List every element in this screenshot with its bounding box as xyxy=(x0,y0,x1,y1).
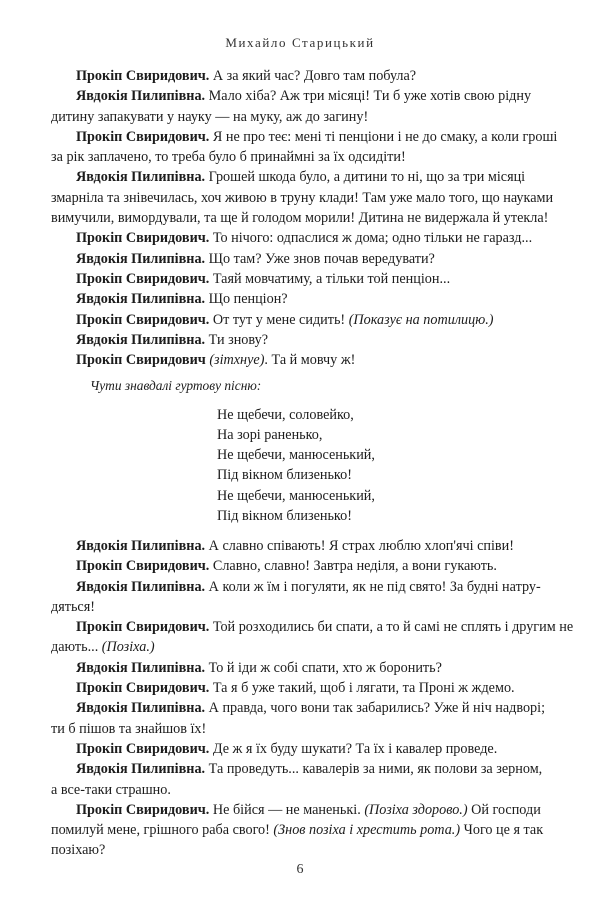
line-text: Я не про теє: мені ті пенціони і не до смаку, а коли гроші xyxy=(209,128,558,145)
text-line xyxy=(76,678,576,698)
song-line: Під вікном близенько! xyxy=(217,507,352,524)
text-line xyxy=(51,147,576,167)
text-line xyxy=(76,127,576,147)
text-line xyxy=(51,637,576,657)
text-line xyxy=(76,86,576,106)
line-text: вимучили, вимордували, та ще й голодом морили! Дитина не видержала й утекла! xyxy=(51,210,549,227)
song-line: На зорі раненько, xyxy=(217,426,323,443)
speaker-name: Прокіп Свиридович. xyxy=(76,270,210,287)
line-text: Що пенціон? xyxy=(205,291,288,308)
text-line xyxy=(76,350,576,370)
line-text: Ой господи xyxy=(467,801,541,818)
speaker-name: Прокіп Свиридович. xyxy=(76,128,210,145)
line-text: Чого це я так xyxy=(460,822,544,839)
line-text: дитину запакувати у науку — на муку, аж до загину! xyxy=(51,108,369,125)
line-text: А коли ж їм і погуляти, як не під свято! За будні натру- xyxy=(205,578,541,595)
text-line xyxy=(51,719,576,739)
text-line xyxy=(51,188,576,208)
stage-remark: (Знов позіха і хрестить рота.) xyxy=(273,822,461,839)
line-text: за рік заплачено, то треба було б принаймні за їх одсидіти! xyxy=(51,149,406,166)
stage-remark: (Показує на потилицю.) xyxy=(348,311,494,328)
text-line xyxy=(76,536,576,556)
speaker-name: Прокіп Свиридович. xyxy=(76,801,210,818)
text-line xyxy=(76,658,576,678)
text-line xyxy=(76,228,576,248)
stage-remark: (Позіха здорово.) xyxy=(364,801,468,818)
line-text: Де ж я їх буду шукати? Та їх і кавалер проведе. xyxy=(209,740,498,757)
text-line xyxy=(76,556,576,576)
line-text: змарніла та знівечилась, хоч живою в труну клади! Там уже мало того, що науками xyxy=(51,189,554,206)
dialogue-block-1 xyxy=(51,66,576,370)
line-text: Той розходились би спати, а то й самі не сплять і другим не xyxy=(209,619,574,636)
text-line xyxy=(51,820,576,840)
speaker-name: Прокіп Свиридович xyxy=(76,352,206,369)
song-line: Не щебечи, соловейко, xyxy=(217,406,354,423)
song-line: Не щебечи, манюсенький, xyxy=(217,487,375,504)
line-text: То й іди ж собі спати, хто ж боронить? xyxy=(205,659,442,676)
line-text: Та я б уже такий, щоб і лягати, та Проні ж ждемо. xyxy=(209,680,515,697)
line-text: . Та й мовчу ж! xyxy=(264,352,356,369)
line-text: Та проведуть... кавалерів за ними, як полови за зерном, xyxy=(205,761,543,778)
speaker-name: Прокіп Свиридович. xyxy=(76,740,210,757)
speaker-name: Прокіп Свиридович. xyxy=(76,619,210,636)
page-number: 6 xyxy=(296,862,304,877)
speaker-name: Явдокія Пилипівна. xyxy=(76,537,206,554)
text-line xyxy=(76,66,576,86)
speaker-name: Явдокія Пилипівна. xyxy=(76,331,206,348)
line-text: А славно співають! Я страх люблю хлоп'ячі співи! xyxy=(205,537,514,554)
text-line xyxy=(51,597,576,617)
song-line: Під вікном близенько! xyxy=(217,467,352,484)
line-text: Таяй мовчатиму, а тільки той пенціон... xyxy=(209,270,451,287)
text-line xyxy=(76,310,576,330)
line-text: От тут у мене сидить! xyxy=(209,311,349,328)
line-text: Не бійся — не маненькі. xyxy=(209,801,365,818)
speaker-name: Прокіп Свиридович. xyxy=(76,680,210,697)
text-line xyxy=(76,759,576,779)
line-text: Що там? Уже знов почав вередувати? xyxy=(205,250,435,267)
line-text: дяться! xyxy=(51,598,95,615)
speaker-name: Прокіп Свиридович. xyxy=(76,311,210,328)
line-text: То нічого: одпаслися ж дома; одно тільки не гаразд... xyxy=(209,230,533,247)
stage-remark: (Позіха.) xyxy=(101,639,155,656)
speaker-name: Явдокія Пилипівна. xyxy=(76,169,206,186)
song-verse xyxy=(217,405,576,526)
dialogue-block-2 xyxy=(51,536,576,861)
text-line xyxy=(76,739,576,759)
speaker-name: Явдокія Пилипівна. xyxy=(76,700,206,717)
speaker-name: Явдокія Пилипівна. xyxy=(76,578,206,595)
line-text: А за який час? Довго там побула? xyxy=(209,68,417,84)
line-text: позіхаю? xyxy=(51,842,106,859)
text-line xyxy=(76,577,576,597)
line-text: помилуй мене, грішного раба свого! xyxy=(51,822,274,839)
stage-remark: (зітхнуе) xyxy=(205,352,265,369)
line-text: А правда, чого вони так забарились? Уже й ніч надворі; xyxy=(205,700,546,717)
speaker-name: Явдокія Пилипівна. xyxy=(76,761,206,778)
text-line xyxy=(51,208,576,228)
stage-direction: Чути знавдалі гуртову пісню: xyxy=(90,378,262,394)
speaker-name: Явдокія Пилипівна. xyxy=(76,659,206,676)
text-line xyxy=(76,249,576,269)
song-line: Не щебечи, манюсенький, xyxy=(217,447,375,464)
running-head: Михайло Старицький xyxy=(225,35,375,50)
speaker-name: Прокіп Свиридович. xyxy=(76,558,210,575)
line-text: ти б пішов та знайшов їх! xyxy=(51,720,207,737)
speaker-name: Явдокія Пилипівна. xyxy=(76,250,206,267)
text-line xyxy=(76,167,576,187)
text-line xyxy=(76,289,576,309)
text-line xyxy=(51,107,576,127)
text-line xyxy=(76,698,576,718)
text-line xyxy=(51,840,576,860)
text-line xyxy=(76,330,576,350)
speaker-name: Прокіп Свиридович. xyxy=(76,68,210,84)
play-text xyxy=(51,66,576,861)
text-line xyxy=(76,269,576,289)
line-text: Славно, славно! Завтра неділя, а вони гукають. xyxy=(209,558,497,575)
line-text: Ти знову? xyxy=(205,331,269,348)
speaker-name: Явдокія Пилипівна. xyxy=(76,291,206,308)
speaker-name: Прокіп Свиридович. xyxy=(76,230,210,247)
line-text: Грошей шкода було, а дитини то ні, що за три місяці xyxy=(205,169,526,186)
speaker-name: Явдокія Пилипівна. xyxy=(76,88,206,105)
text-line xyxy=(51,780,576,800)
line-text: а все-таки страшно. xyxy=(51,781,171,798)
line-text: дають... xyxy=(51,639,102,656)
text-line xyxy=(76,800,576,820)
line-text: Мало хіба? Аж три місяці! Ти б уже хотів свою рідну xyxy=(205,88,532,105)
text-line xyxy=(76,617,576,637)
